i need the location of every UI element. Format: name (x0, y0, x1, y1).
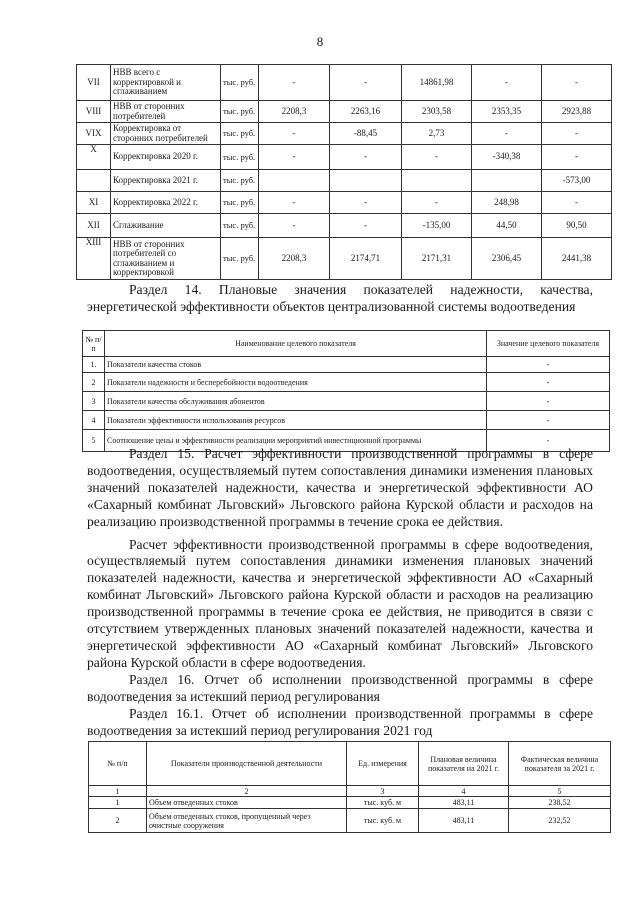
section-15-heading: Раздел 15. Расчет эффективности производственной программы в сфере водоотведения, осуществляемый путем сопоставления динамики изменения плановых значений показателей надежности, качества и энергетической эффективности АО «Сахарный комбинат Льговский» Льговского района Курской области и расходов на реализацию производственной программы в течение срока ее действия. (87, 446, 593, 529)
table-row: VIII НВВ от сторонних потребителей тыс. руб. 2208,3 2263,16 2303,58 2353,35 2923,88 (77, 101, 612, 123)
table-row: 4 Показатели эффективности использования ресурсов - (83, 411, 610, 430)
table-row: XII Сглаживание тыс. руб. - - -135,00 44,50 90,50 (77, 214, 612, 238)
table-row: VIX Корректировка от сторонних потребителей тыс. руб. - -88,45 2,73 - - (77, 123, 612, 145)
table-row: XI Корректировка 2022 г. тыс. руб. - - - 248,98 - (77, 192, 612, 214)
production-report-table (88, 741, 611, 833)
body-text (87, 446, 593, 739)
table-row: VII НВВ всего с корректировкой и сглаживанием тыс. руб. - - 14861,98 - - (77, 65, 612, 101)
section-16-heading: Раздел 16. Отчет об исполнении производственной программы в сфере водоотведения за истекший период регулирования (87, 671, 593, 704)
table-row: 2 Показатели надежности и бесперебойности водоотведения - (83, 373, 610, 392)
target-indicators-table (82, 330, 610, 452)
section-14-heading: Раздел 14. Плановые значения показателей надежности, качества, энергетической эффективности объектов централизованной системы водоотведения (87, 282, 593, 314)
section-16-1-heading: Раздел 16.1. Отчет об исполнении производственной программы в сфере водоотведения за истекший период регулирования 2021 год (87, 705, 593, 738)
table-row: 2 Объем отведенных стоков, пропущенный через очистные сооружения тыс. куб. м 483,11 232,52 (89, 809, 611, 833)
table-row: Корректировка 2021 г. тыс. руб. -573,00 (77, 170, 612, 192)
table-row: 3 Показатели качества обслуживания абонентов - (83, 392, 610, 411)
table-header-row: № п/п Показатели производственной деятельности Ед. измерения Плановая величина показателя на 2021 г. Фактическая величина показателя за 2021 г. (89, 742, 611, 786)
nvv-table (76, 64, 612, 280)
table-row: 5 Соотношение цены и эффективности реализации мероприятий инвестиционной программы - (83, 430, 610, 452)
table-row: 1. Показатели качества стоков - (83, 357, 610, 373)
table-row: XIII НВВ от сторонних потребителей со сглаживанием и корректировкой тыс. руб. 2208,3 2174,71 2171,31 2306,45 2441,38 (77, 238, 612, 280)
page-number: 8 (316, 34, 324, 49)
table-header-row: № п/п Наименование целевого показателя Значение целевого показателя (83, 331, 610, 357)
paragraph-15: Расчет эффективности производственной программы в сфере водоотведения, осуществляемый путем сопоставления динамики изменения плановых значений показателей надежности, качества и энергетической эффективности АО «Сахарный комбинат Льговский» Льговского района Курской области и расходов на реализацию производственной программы в течение срока ее действия, не приводится в связи с отсутствием утвержденных плановых значений показателей надежности, качества и энергетической эффективности АО «Сахарный комбинат Льговский» Льговского района Курской области в сфере водоотведения. (87, 536, 593, 670)
table-colnum-row: 1 2 3 4 5 (89, 786, 611, 797)
table-row: X Корректировка 2020 г. тыс. руб. - - - -340,38 - (77, 145, 612, 170)
table-row: 1 Объем отведенных стоков тыс. куб. м 483,11 238,52 (89, 797, 611, 809)
